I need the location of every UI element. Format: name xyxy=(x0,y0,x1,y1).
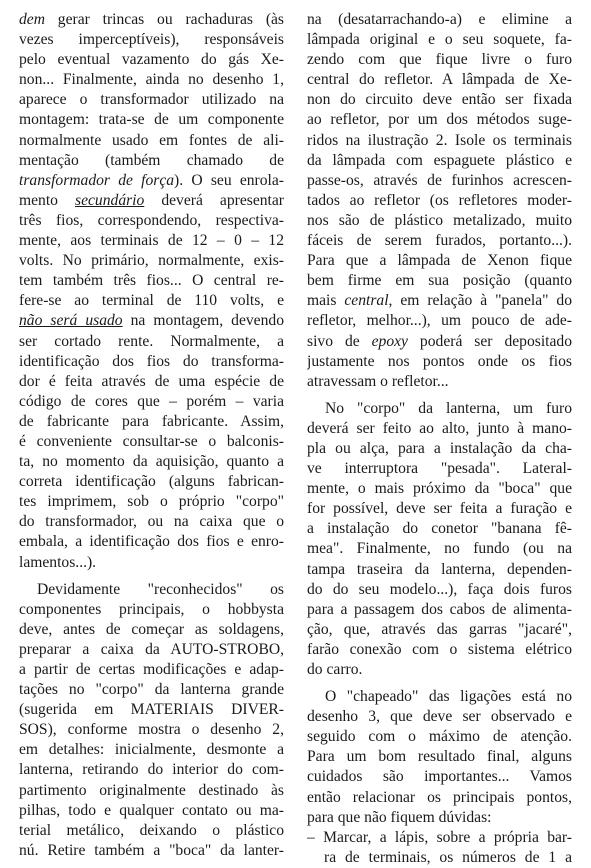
text-run: pla ou alça, para a instalação da cha- xyxy=(307,439,572,457)
text-run: non... Finalmente, ainda no desenho 1, xyxy=(19,71,284,89)
text-line xyxy=(307,519,572,539)
text-line xyxy=(19,352,284,372)
text-line xyxy=(19,472,284,492)
text-line xyxy=(19,30,284,50)
text-line xyxy=(307,660,572,680)
text-line xyxy=(307,687,572,707)
text-line xyxy=(19,452,284,472)
text-run: a partir de certas modificações e adap- xyxy=(19,661,284,678)
text-run: do transformador, ou na caixa que o xyxy=(19,513,284,531)
text-run: central do refletor. A lâmpada de Xe- xyxy=(307,71,572,89)
text-run: código de cores que – porém – varia xyxy=(19,392,284,410)
text-run: deve, antes de começar as soldagens, xyxy=(19,620,284,638)
text-run: – Marcar, a lápis, sobre a própria bar- xyxy=(307,828,572,846)
text-run: mente, o mais próximo da "boca" que xyxy=(307,480,572,498)
text-run: mais xyxy=(307,292,345,310)
text-line xyxy=(307,151,572,171)
text-run: dem xyxy=(19,11,45,28)
text-run: sivo de xyxy=(307,332,372,350)
text-line xyxy=(307,291,572,311)
text-line xyxy=(19,171,284,191)
text-line xyxy=(307,352,572,372)
text-line xyxy=(19,332,284,352)
text-run: mente, aos terminais de 12 – 0 – 12 xyxy=(19,232,284,250)
text-run: (sugerida em MATERIAIS DIVER- xyxy=(19,701,284,719)
text-run: terial metálico, deixando o plástico xyxy=(19,821,284,839)
text-line xyxy=(19,10,284,30)
text-line xyxy=(19,151,284,171)
text-run: mea". Finalmente, no fundo (ou na xyxy=(307,540,572,558)
text-line xyxy=(307,580,572,600)
text-line xyxy=(307,311,572,331)
text-run: ra de terminais, os números de 1 a xyxy=(324,848,572,866)
text-line xyxy=(307,70,572,90)
text-line xyxy=(19,211,284,231)
text-line xyxy=(307,131,572,151)
text-line xyxy=(19,700,284,720)
text-run: nú. Retire também a "boca" da lanter- xyxy=(19,841,284,859)
text-run: atravessam o refletor... xyxy=(307,372,449,390)
text-run: na (desatarrachando-a) e elimine a xyxy=(307,11,572,28)
text-line xyxy=(307,459,572,479)
text-line xyxy=(307,499,572,519)
text-run: fere-se ao terminal de 110 volts, e xyxy=(19,292,284,310)
text-run: ve interruptora "pesada". Lateral- xyxy=(307,460,572,478)
text-run: tações no "corpo" da lanterna grande xyxy=(19,681,284,699)
text-run: non do circuito deve então ser fixada xyxy=(307,91,572,109)
text-line xyxy=(19,660,284,680)
text-line xyxy=(19,90,284,110)
text-line xyxy=(307,419,572,439)
text-run: é conveniente consultar-se o balconis- xyxy=(19,432,284,450)
text-column-left xyxy=(19,10,284,861)
text-run: lâmpada original e o seu soquete, fa- xyxy=(307,31,572,49)
text-line xyxy=(19,580,284,600)
text-run: correta identificação (alguns fabrican- xyxy=(19,473,284,491)
text-run: vezes imperceptíveis), responsáveis xyxy=(19,31,284,49)
text-line xyxy=(307,620,572,640)
text-line xyxy=(19,740,284,760)
text-line xyxy=(19,620,284,640)
text-run: volts. No primário, normalmente, exis- xyxy=(19,252,284,270)
text-run: tampa traseira da lanterna, dependen- xyxy=(307,560,572,578)
text-run: Para que a lâmpada de Xenon fique xyxy=(307,252,572,270)
text-line xyxy=(19,432,284,452)
text-line xyxy=(19,720,284,740)
text-line xyxy=(307,828,572,848)
text-line xyxy=(19,251,284,271)
text-run: pelo eventual vazamento do gás Xe- xyxy=(19,51,284,69)
text-line xyxy=(307,191,572,211)
text-run: normalmente usado em fontes de ali- xyxy=(19,131,284,149)
text-run: , em relação à "panela" do xyxy=(388,292,572,310)
text-run: for possível, deve ser feita a furação e xyxy=(307,500,572,518)
text-line xyxy=(307,171,572,191)
text-run: ta, no momento da aquisição, quanto a xyxy=(19,453,284,471)
text-run: na montagem, devendo xyxy=(122,312,284,330)
text-line xyxy=(19,841,284,861)
text-run: mento xyxy=(19,191,76,209)
text-run: preparar a caixa da AUTO-STROBO, xyxy=(19,640,284,658)
paragraph-gap xyxy=(307,680,572,687)
text-run: Para um bom resultado final, alguns xyxy=(307,748,572,766)
text-run: transformador de força xyxy=(19,171,175,189)
text-line xyxy=(307,560,572,580)
text-run: zendo com que fique livre o furo xyxy=(307,51,572,69)
text-run: O "chapeado" das ligações está no xyxy=(325,688,572,706)
text-line xyxy=(307,600,572,620)
text-run: lanterna, retirando do interior do com- xyxy=(19,761,284,779)
text-run: do carro. xyxy=(307,661,363,678)
text-run: a instalação do conetor "banana fê- xyxy=(307,520,572,538)
text-line xyxy=(307,271,572,291)
text-run: No "corpo" da lanterna, um furo xyxy=(325,399,572,417)
text-line xyxy=(307,90,572,110)
text-run: SOS), conforme mostra o desenho 2, xyxy=(19,721,284,739)
text-line xyxy=(19,70,284,90)
text-run: secundário xyxy=(75,191,145,209)
text-run: da lâmpada com espaguete plástico e xyxy=(307,151,572,169)
text-run: para a passagem dos cabos de alimenta- xyxy=(307,600,572,618)
text-line xyxy=(307,767,572,787)
text-run: mentação (também chamado de xyxy=(19,151,284,169)
text-line xyxy=(307,539,572,559)
text-run: justamente nos pontos onde os fios xyxy=(307,352,572,370)
text-line xyxy=(19,532,284,552)
text-line xyxy=(307,479,572,499)
text-line xyxy=(307,399,572,419)
text-run: ). O seu enrola- xyxy=(174,171,284,189)
text-run: cuidados são importantes... Vamos xyxy=(307,768,572,786)
text-line xyxy=(307,640,572,660)
text-line xyxy=(307,231,572,251)
text-run: ao refletor, por um dos métodos suge- xyxy=(307,111,572,129)
text-run: embala, a identificação dos fios e enro- xyxy=(19,533,284,551)
text-line xyxy=(307,30,572,50)
text-line xyxy=(19,231,284,251)
text-line xyxy=(19,640,284,660)
text-run: partimento originalmente destinado às xyxy=(19,781,284,799)
text-line xyxy=(307,439,572,459)
text-line xyxy=(19,600,284,620)
text-run: componentes principais, o hobbysta xyxy=(19,600,284,618)
text-run: central xyxy=(344,292,389,310)
text-line xyxy=(307,251,572,271)
text-run: passe-os, através de furinhos acrescen- xyxy=(307,171,572,189)
paragraph-gap xyxy=(307,392,572,399)
text-line xyxy=(19,412,284,432)
text-run: seguido com o máximo de atenção. xyxy=(307,728,572,746)
text-run: ção, que, através das garras "jacaré", xyxy=(307,620,572,638)
text-line xyxy=(307,727,572,747)
text-line xyxy=(307,50,572,70)
text-run: montagem: trata-se de um componente xyxy=(19,111,284,129)
text-line xyxy=(19,821,284,841)
text-run: fáceis de serem furados, portanto...). xyxy=(307,232,572,250)
text-run: deverá apresentar xyxy=(144,191,284,209)
text-run: tados ao refletor (os refletores moder- xyxy=(307,191,572,209)
text-run: poderá ser depositado xyxy=(407,332,572,350)
text-run: lamentos...). xyxy=(19,553,97,571)
paragraph-gap xyxy=(19,573,284,580)
text-run: Devidamente "reconhecidos" os xyxy=(37,580,284,598)
text-run: aparece o transformador utilizado na xyxy=(19,91,284,109)
text-line xyxy=(19,492,284,512)
text-line xyxy=(19,781,284,801)
text-line xyxy=(19,311,284,331)
text-run: tem também três fios... O central re- xyxy=(19,272,284,290)
text-line xyxy=(19,50,284,70)
text-run: para que não fiquem dúvidas: xyxy=(307,808,492,826)
text-run: identificação dos fios do transforma- xyxy=(19,352,284,370)
text-run: do do seu modelo...), faça dois furos xyxy=(307,580,572,598)
text-run: refletor, melhor...), um pouco de ade- xyxy=(307,312,572,330)
text-line xyxy=(307,10,572,30)
text-run: desenho 3, que deve ser observado e xyxy=(307,708,572,726)
text-line xyxy=(307,211,572,231)
text-line xyxy=(19,680,284,700)
text-run: de fabricante para fabricante. Assim, xyxy=(19,412,284,430)
text-run: farão conexão com o sistema elétrico xyxy=(307,640,572,658)
text-line xyxy=(19,372,284,392)
text-line xyxy=(19,271,284,291)
text-run: três fios, correspondendo, respectiva- xyxy=(19,211,284,229)
text-line xyxy=(307,747,572,767)
text-run: gerar trincas ou rachaduras (às xyxy=(44,11,284,28)
text-line xyxy=(19,760,284,780)
text-line xyxy=(307,808,572,828)
text-line xyxy=(19,191,284,211)
text-line xyxy=(307,372,572,392)
text-run: ser cortado rente. Normalmente, a xyxy=(19,332,284,350)
text-line xyxy=(19,131,284,151)
text-line xyxy=(19,801,284,821)
text-line xyxy=(19,553,284,573)
text-line xyxy=(19,512,284,532)
text-run: nos são de plástico metalizado, muito xyxy=(307,211,572,229)
text-run: dor é feita através de uma espécie de xyxy=(19,372,284,390)
text-line xyxy=(307,110,572,130)
text-line xyxy=(307,848,572,868)
text-run: pilhas, todo e qualquer contato ou ma- xyxy=(19,801,284,819)
text-run: em detalhes: inicialmente, desmonte a xyxy=(19,741,284,759)
text-run: epoxy xyxy=(371,332,408,350)
text-line xyxy=(19,392,284,412)
text-run: então relacionar os principais pontos, xyxy=(307,788,572,806)
text-line xyxy=(307,707,572,727)
text-line xyxy=(19,291,284,311)
text-run: bem firme em sua posição (quanto xyxy=(307,272,572,290)
text-run: tes imprimem, sob o próprio "corpo" xyxy=(19,493,284,511)
text-line xyxy=(307,788,572,808)
text-column-right xyxy=(307,10,572,868)
text-run: ridos na ilustração 2. Isole os terminais xyxy=(307,131,572,149)
text-run: deverá ser feito ao alto, junto à mano- xyxy=(307,419,572,437)
text-line xyxy=(19,110,284,130)
text-line xyxy=(307,332,572,352)
text-run: não será usado xyxy=(19,312,123,330)
